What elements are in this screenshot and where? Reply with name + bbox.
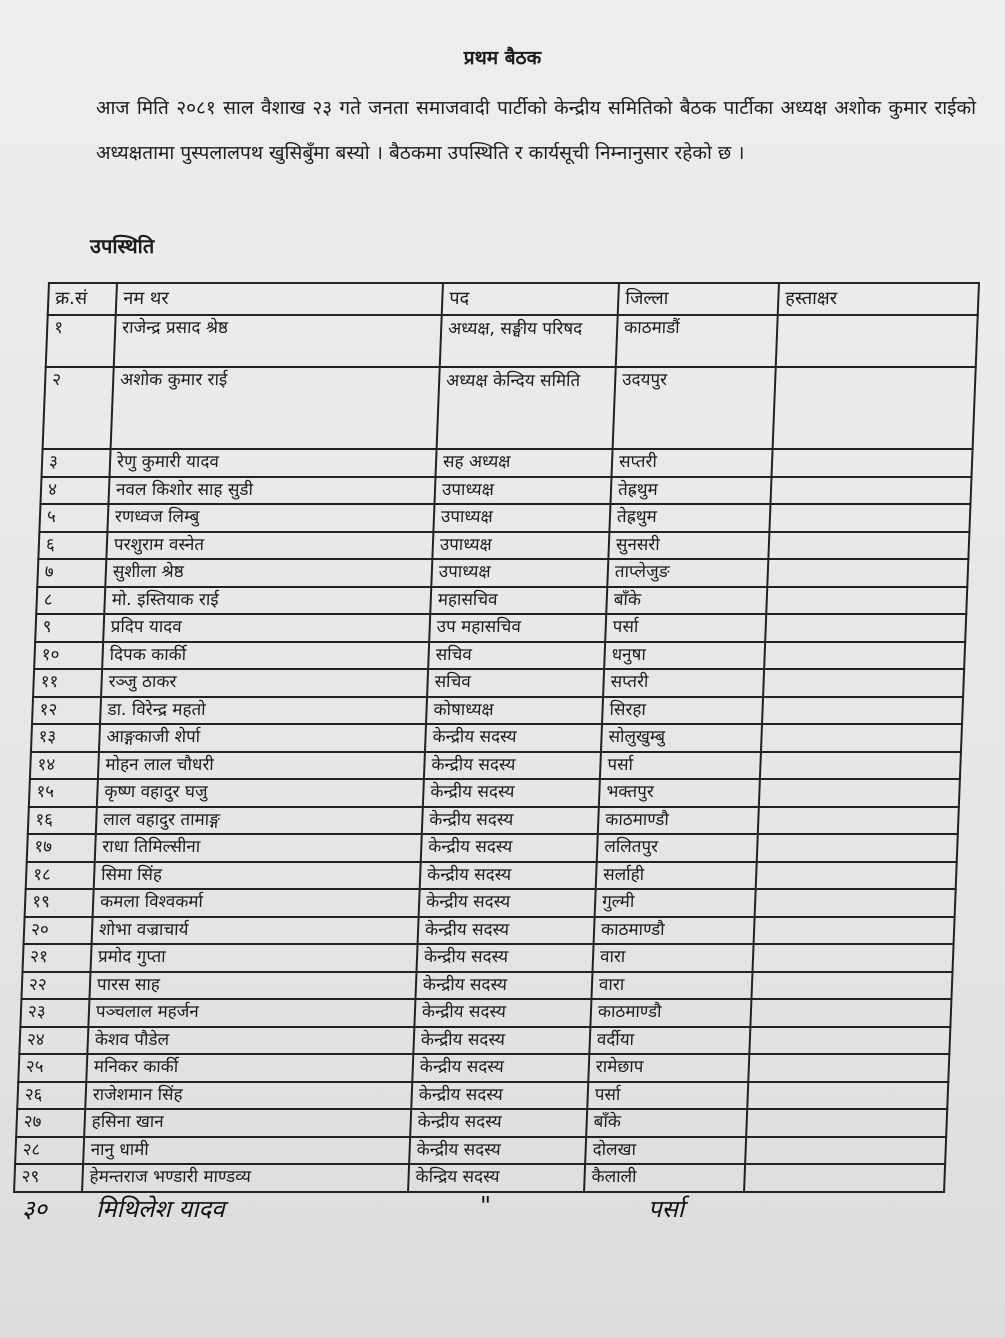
table-row <box>42 449 973 477</box>
table-body <box>14 315 978 1192</box>
table-row <box>32 697 963 725</box>
cell-signature <box>747 1082 948 1110</box>
cell-district: कैलाली <box>584 1164 745 1192</box>
cell-name: शोभा वज्राचार्य <box>92 917 419 945</box>
cell-name: सिमा सिंह <box>94 862 421 890</box>
cell-district: भक्तपुर <box>599 779 760 807</box>
table-row <box>26 862 957 890</box>
cell-district: दोलखा <box>585 1137 746 1165</box>
handwritten-serial: ३० <box>22 1195 47 1223</box>
cell-signature <box>758 807 959 835</box>
cell-serial: १ <box>46 315 116 367</box>
cell-district: सिरहा <box>602 697 763 725</box>
cell-serial: १० <box>34 642 103 670</box>
cell-name: मोहन लाल चौधरी <box>98 752 425 780</box>
cell-name: पञ्चलाल महर्जन <box>88 999 415 1027</box>
cell-signature <box>767 559 968 587</box>
cell-signature <box>746 1109 947 1137</box>
cell-name: मो. इस्तियाक राई <box>104 587 431 615</box>
table-header-row <box>48 283 979 315</box>
cell-serial: २९ <box>14 1164 83 1192</box>
table-row <box>15 1137 946 1165</box>
cell-district: बाँके <box>586 1109 747 1137</box>
header-post: पद <box>442 283 619 315</box>
cell-district: सप्तरी <box>603 669 764 697</box>
cell-signature <box>765 614 966 642</box>
cell-post: केन्द्रीय सदस्य <box>413 1027 590 1055</box>
cell-post: केन्द्रीय सदस्य <box>423 779 600 807</box>
table-row <box>23 944 954 972</box>
table-row <box>20 999 951 1027</box>
cell-post: महासचिव <box>430 587 607 615</box>
cell-signature <box>761 724 962 752</box>
cell-district: बाँके <box>606 587 767 615</box>
cell-serial: ९ <box>35 614 104 642</box>
cell-serial: १८ <box>26 862 95 890</box>
table-row <box>46 315 978 367</box>
attendance-table <box>13 282 980 1193</box>
table-row <box>30 752 961 780</box>
cell-serial: १३ <box>31 724 100 752</box>
handwritten-district: पर्सा <box>648 1195 685 1223</box>
cell-signature <box>764 642 965 670</box>
table-row <box>16 1109 947 1137</box>
table-row <box>14 1164 945 1192</box>
header-district: जिल्ला <box>618 283 779 315</box>
cell-district: तेह्रथुम <box>610 477 771 505</box>
table-row <box>29 779 960 807</box>
cell-post: केन्द्रीय सदस्य <box>419 889 596 917</box>
cell-post: सचिव <box>428 642 605 670</box>
cell-post: केन्द्रीय सदस्य <box>417 944 594 972</box>
cell-post: केन्द्रीय सदस्य <box>415 972 592 1000</box>
cell-serial: १५ <box>29 779 98 807</box>
cell-signature <box>766 587 967 615</box>
cell-name: केशव पौडेल <box>87 1027 414 1055</box>
cell-signature <box>776 315 978 367</box>
cell-district: वर्दीया <box>589 1027 750 1055</box>
attendance-label: उपस्थिति <box>90 234 155 258</box>
cell-signature <box>751 972 952 1000</box>
cell-name: डा. विरेन्द्र महतो <box>100 697 427 725</box>
cell-district: काठमाण्डौ <box>590 999 751 1027</box>
cell-name: परशुराम वस्नेत <box>106 532 433 560</box>
cell-serial: ४ <box>40 477 109 505</box>
cell-signature <box>754 917 955 945</box>
handwritten-name: मिथिलेश यादव <box>96 1195 225 1223</box>
document-heading: प्रथम बैठक <box>463 47 542 69</box>
cell-post: केन्द्रीय सदस्य <box>418 917 595 945</box>
cell-district: काठमाडौं <box>616 315 778 367</box>
cell-name: पारस साह <box>89 972 416 1000</box>
table-row <box>36 587 967 615</box>
cell-signature <box>749 1027 950 1055</box>
cell-district: पर्सा <box>605 614 766 642</box>
cell-post: केन्द्रीय सदस्य <box>409 1137 586 1165</box>
cell-serial: २ <box>43 367 114 449</box>
cell-name: नवल किशोर साह सुडी <box>108 477 435 505</box>
cell-serial: २२ <box>21 972 90 1000</box>
cell-serial: २४ <box>19 1027 88 1055</box>
cell-post: केन्द्रीय सदस्य <box>420 862 597 890</box>
cell-serial: २७ <box>16 1109 85 1137</box>
table-row <box>19 1027 950 1055</box>
cell-signature <box>744 1164 945 1192</box>
table-row <box>21 972 952 1000</box>
table-row <box>43 367 976 449</box>
cell-name: प्रमोद गुप्ता <box>91 944 418 972</box>
attendance-table-wrapper <box>13 282 978 1193</box>
cell-post: केन्द्रीय सदस्य <box>422 807 599 835</box>
cell-signature <box>759 779 960 807</box>
cell-serial: २५ <box>18 1054 87 1082</box>
cell-signature <box>762 697 963 725</box>
header-name: नम थर <box>116 283 443 315</box>
table-row <box>31 724 962 752</box>
cell-district: वारा <box>593 944 754 972</box>
cell-name: आङ्गकाजी शेर्पा <box>99 724 426 752</box>
cell-name: मनिकर कार्की <box>86 1054 413 1082</box>
table-row <box>35 614 966 642</box>
cell-signature <box>757 834 958 862</box>
cell-serial: २० <box>24 917 93 945</box>
cell-district: तेह्रथुम <box>609 504 770 532</box>
header-serial: क्र.सं <box>48 283 117 315</box>
cell-serial: ६ <box>38 532 107 560</box>
cell-district: धनुषा <box>604 642 765 670</box>
cell-signature <box>748 1054 949 1082</box>
cell-serial: १६ <box>28 807 97 835</box>
cell-signature <box>755 889 956 917</box>
cell-district: काठमाण्डौ <box>598 807 759 835</box>
cell-district: वारा <box>591 972 752 1000</box>
cell-name: कमला विश्वकर्मा <box>93 889 420 917</box>
cell-signature <box>760 752 961 780</box>
cell-post: उप महासचिव <box>429 614 606 642</box>
cell-signature <box>763 669 964 697</box>
cell-district: उदयपुर <box>613 367 776 449</box>
cell-district: सोलुखुम्बु <box>601 724 762 752</box>
cell-name: हसिना खान <box>84 1109 411 1137</box>
cell-serial: ११ <box>33 669 102 697</box>
table-row <box>39 504 970 532</box>
cell-name: प्रदिप यादव <box>103 614 430 642</box>
cell-serial: २६ <box>17 1082 86 1110</box>
cell-signature <box>768 532 969 560</box>
cell-post: सह अध्यक्ष <box>436 449 613 477</box>
cell-post: केन्द्रीय सदस्य <box>414 999 591 1027</box>
cell-post: केन्द्रिय सदस्य <box>408 1164 585 1192</box>
cell-name: दिपक कार्की <box>102 642 429 670</box>
cell-signature <box>756 862 957 890</box>
table-row <box>34 642 965 670</box>
table-row <box>40 477 971 505</box>
cell-serial: २१ <box>23 944 92 972</box>
cell-post: केन्द्रीय सदस्य <box>410 1109 587 1137</box>
cell-serial: १७ <box>27 834 96 862</box>
cell-signature <box>745 1137 946 1165</box>
table-row <box>24 917 955 945</box>
cell-signature <box>753 944 954 972</box>
cell-name: राधा तिमिल्सीना <box>95 834 422 862</box>
cell-district: सुनसरी <box>608 532 769 560</box>
cell-post: उपाध्यक्ष <box>431 559 608 587</box>
cell-name: रणध्वज लिम्बु <box>107 504 434 532</box>
cell-serial: १२ <box>32 697 101 725</box>
cell-name: नानु धामी <box>83 1137 410 1165</box>
cell-signature <box>769 504 970 532</box>
table-row <box>25 889 956 917</box>
cell-name: रञ्जु ठाकर <box>101 669 428 697</box>
cell-district: काठमाण्डौ <box>594 917 755 945</box>
cell-district: पर्सा <box>600 752 761 780</box>
cell-name: हेमन्तराज भण्डारी माण्डव्य <box>82 1164 409 1192</box>
cell-post: उपाध्यक्ष <box>434 477 611 505</box>
cell-name: कृष्ण वहादुर घजु <box>97 779 424 807</box>
cell-post: उपाध्यक्ष <box>433 504 610 532</box>
cell-serial: १९ <box>25 889 94 917</box>
cell-name: राजेशमान सिंह <box>85 1082 412 1110</box>
cell-district: सप्तरी <box>612 449 773 477</box>
cell-district: सर्लाही <box>596 862 757 890</box>
cell-signature <box>773 367 976 449</box>
cell-district: पर्सा <box>587 1082 748 1110</box>
cell-post: केन्द्रीय सदस्य <box>424 752 601 780</box>
cell-serial: ३ <box>42 449 111 477</box>
cell-post: केन्द्रीय सदस्य <box>421 834 598 862</box>
cell-name: अशोक कुमार राई <box>111 367 440 449</box>
header-signature: हस्ताक्षर <box>778 283 979 315</box>
intro-paragraph: आज मिति २०८१ साल वैशाख २३ गते जनता समाजवादी पार्टीको केन्द्रीय समितिको बैठक पार्टीका अध्यक्ष अशोक कुमार राईको अध्यक्षतामा पुस्पलालपथ खुसिबुँमा बस्यो । बैठकमा उपस्थिति र कार्यसूची निम्नानुसार रहेको छ । <box>96 97 976 164</box>
table-row <box>27 834 958 862</box>
cell-name: राजेन्द्र प्रसाद श्रेष्ठ <box>114 315 442 367</box>
cell-signature <box>750 999 951 1027</box>
table-row <box>38 532 969 560</box>
cell-name: लाल वहादुर तामाङ्ग <box>96 807 423 835</box>
cell-post: अध्यक्ष, सङ्घीय परिषद <box>440 315 618 367</box>
cell-post: कोषाध्यक्ष <box>426 697 603 725</box>
cell-serial: ८ <box>36 587 105 615</box>
table-row <box>33 669 964 697</box>
cell-district: ताप्लेजुङ <box>607 559 768 587</box>
cell-post: उपाध्यक्ष <box>432 532 609 560</box>
cell-district: गुल्मी <box>595 889 756 917</box>
cell-serial: २३ <box>20 999 89 1027</box>
cell-post: केन्द्रीय सदस्य <box>425 724 602 752</box>
cell-serial: १४ <box>30 752 99 780</box>
cell-name: सुशीला श्रेष्ठ <box>105 559 432 587</box>
table-row <box>37 559 968 587</box>
table-row <box>28 807 959 835</box>
cell-serial: ७ <box>37 559 106 587</box>
table-row <box>17 1082 948 1110</box>
cell-post: केन्द्रीय सदस्य <box>412 1054 589 1082</box>
cell-post: अध्यक्ष केन्दिय समिति <box>437 367 616 449</box>
cell-serial: ५ <box>39 504 108 532</box>
cell-district: ललितपुर <box>597 834 758 862</box>
table-row <box>18 1054 949 1082</box>
cell-name: रेणु कुमारी यादव <box>110 449 437 477</box>
cell-post: सचिव <box>427 669 604 697</box>
cell-district: रामेछाप <box>588 1054 749 1082</box>
cell-signature <box>770 477 971 505</box>
cell-signature <box>772 449 973 477</box>
handwritten-post: " <box>480 1192 492 1220</box>
cell-serial: २८ <box>15 1137 84 1165</box>
cell-post: केन्द्रीय सदस्य <box>411 1082 588 1110</box>
